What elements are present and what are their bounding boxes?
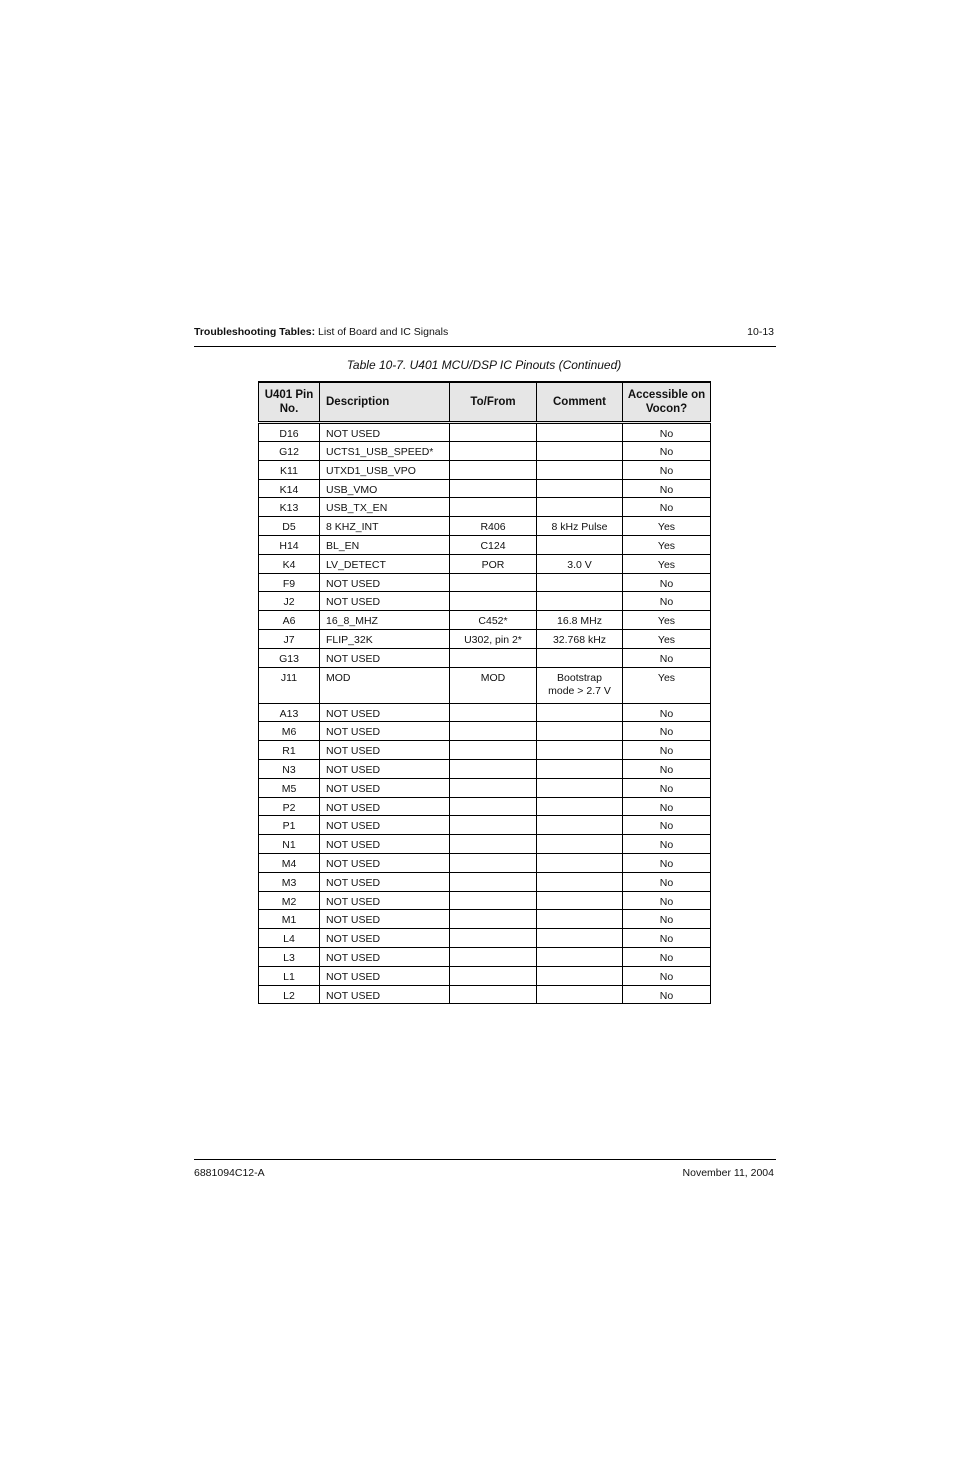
table-header-row xyxy=(259,382,711,423)
document-number: 6881094C12-A xyxy=(194,1167,265,1179)
comment-cell xyxy=(537,479,623,498)
accessible-cell: No xyxy=(623,816,711,835)
pin-cell: R1 xyxy=(259,741,320,760)
accessible-cell: No xyxy=(623,947,711,966)
pin-cell: F9 xyxy=(259,573,320,592)
to-from-cell xyxy=(450,741,537,760)
comment-cell: 3.0 V xyxy=(537,554,623,573)
to-from-cell: C452* xyxy=(450,611,537,630)
comment-cell xyxy=(537,910,623,929)
pin-cell: A13 xyxy=(259,703,320,722)
description-cell: UTXD1_USB_VPO xyxy=(320,460,450,479)
to-from-cell xyxy=(450,853,537,872)
pin-cell: J7 xyxy=(259,629,320,648)
table-row xyxy=(259,703,711,722)
pin-cell: K4 xyxy=(259,554,320,573)
to-from-cell: R406 xyxy=(450,517,537,536)
comment-cell xyxy=(537,460,623,479)
comment-cell xyxy=(537,853,623,872)
comment-cell xyxy=(537,423,623,442)
table-row xyxy=(259,629,711,648)
accessible-cell: No xyxy=(623,853,711,872)
table-caption: Table 10-7. U401 MCU/DSP IC Pinouts (Continued) xyxy=(346,358,622,372)
comment-cell xyxy=(537,498,623,517)
table-row xyxy=(259,592,711,611)
accessible-cell: No xyxy=(623,835,711,854)
accessible-cell: Yes xyxy=(623,629,711,648)
to-from-cell xyxy=(450,835,537,854)
to-from-cell xyxy=(450,891,537,910)
page-header xyxy=(194,325,776,339)
description-cell: NOT USED xyxy=(320,966,450,985)
accessible-cell: No xyxy=(623,966,711,985)
col-header-to-from: To/From xyxy=(450,382,537,423)
table-row xyxy=(259,573,711,592)
comment-cell xyxy=(537,759,623,778)
comment-cell xyxy=(537,442,623,461)
comment-cell xyxy=(537,966,623,985)
accessible-cell: Yes xyxy=(623,611,711,630)
pin-cell: J11 xyxy=(259,667,320,703)
to-from-cell: C124 xyxy=(450,535,537,554)
to-from-cell xyxy=(450,929,537,948)
table-row xyxy=(259,797,711,816)
to-from-cell xyxy=(450,816,537,835)
description-cell: NOT USED xyxy=(320,703,450,722)
pin-cell: K13 xyxy=(259,498,320,517)
table-row xyxy=(259,554,711,573)
pin-cell: M6 xyxy=(259,722,320,741)
description-cell: NOT USED xyxy=(320,872,450,891)
description-cell: FLIP_32K xyxy=(320,629,450,648)
accessible-cell: No xyxy=(623,759,711,778)
accessible-cell: No xyxy=(623,573,711,592)
table-row xyxy=(259,517,711,536)
accessible-cell: No xyxy=(623,703,711,722)
accessible-cell: No xyxy=(623,910,711,929)
to-from-cell xyxy=(450,460,537,479)
accessible-cell: No xyxy=(623,648,711,667)
to-from-cell xyxy=(450,442,537,461)
comment-cell xyxy=(537,648,623,667)
pin-cell: M2 xyxy=(259,891,320,910)
accessible-cell: Yes xyxy=(623,667,711,703)
table-row xyxy=(259,423,711,442)
comment-cell xyxy=(537,835,623,854)
accessible-cell: No xyxy=(623,460,711,479)
description-cell: NOT USED xyxy=(320,759,450,778)
to-from-cell xyxy=(450,423,537,442)
accessible-cell: No xyxy=(623,479,711,498)
accessible-cell: No xyxy=(623,872,711,891)
description-cell: 16_8_MHZ xyxy=(320,611,450,630)
pin-cell: L1 xyxy=(259,966,320,985)
to-from-cell xyxy=(450,985,537,1004)
to-from-cell xyxy=(450,703,537,722)
table-row xyxy=(259,966,711,985)
page-number: 10-13 xyxy=(747,326,774,338)
description-cell: NOT USED xyxy=(320,778,450,797)
description-cell: USB_VMO xyxy=(320,479,450,498)
accessible-cell: Yes xyxy=(623,517,711,536)
accessible-cell: No xyxy=(623,722,711,741)
comment-cell xyxy=(537,985,623,1004)
comment-cell: 8 kHz Pulse xyxy=(537,517,623,536)
description-cell: NOT USED xyxy=(320,929,450,948)
table-row xyxy=(259,759,711,778)
pin-cell: L4 xyxy=(259,929,320,948)
section-title-rest: List of Board and IC Signals xyxy=(315,326,449,338)
pin-cell: J2 xyxy=(259,592,320,611)
description-cell: USB_TX_EN xyxy=(320,498,450,517)
to-from-cell xyxy=(450,872,537,891)
to-from-cell: MOD xyxy=(450,667,537,703)
description-cell: NOT USED xyxy=(320,910,450,929)
table-row xyxy=(259,722,711,741)
col-header-description: Description xyxy=(320,382,450,423)
description-cell: NOT USED xyxy=(320,722,450,741)
description-cell: NOT USED xyxy=(320,741,450,760)
accessible-cell: No xyxy=(623,423,711,442)
to-from-cell: U302, pin 2* xyxy=(450,629,537,648)
table-row xyxy=(259,891,711,910)
pin-cell: M4 xyxy=(259,853,320,872)
pin-cell: L2 xyxy=(259,985,320,1004)
table-row xyxy=(259,611,711,630)
pinout-table xyxy=(258,381,711,1004)
to-from-cell xyxy=(450,910,537,929)
comment-cell: Bootstrap mode > 2.7 V xyxy=(537,667,623,703)
pin-cell: D16 xyxy=(259,423,320,442)
comment-cell xyxy=(537,929,623,948)
accessible-cell: No xyxy=(623,985,711,1004)
table-row xyxy=(259,947,711,966)
to-from-cell xyxy=(450,648,537,667)
section-title xyxy=(194,326,448,338)
comment-cell xyxy=(537,592,623,611)
pin-cell: K11 xyxy=(259,460,320,479)
comment-cell xyxy=(537,722,623,741)
table-row xyxy=(259,929,711,948)
to-from-cell xyxy=(450,759,537,778)
comment-cell xyxy=(537,573,623,592)
col-header-comment: Comment xyxy=(537,382,623,423)
description-cell: BL_EN xyxy=(320,535,450,554)
comment-cell xyxy=(537,703,623,722)
section-title-bold: Troubleshooting Tables: xyxy=(194,326,316,338)
table-row xyxy=(259,460,711,479)
pin-cell: G12 xyxy=(259,442,320,461)
to-from-cell xyxy=(450,498,537,517)
pin-cell: D5 xyxy=(259,517,320,536)
footer-rule xyxy=(194,1159,776,1160)
comment-cell xyxy=(537,872,623,891)
table-row xyxy=(259,835,711,854)
accessible-cell: No xyxy=(623,442,711,461)
table-row xyxy=(259,648,711,667)
description-cell: NOT USED xyxy=(320,573,450,592)
description-cell: MOD xyxy=(320,667,450,703)
table-row xyxy=(259,778,711,797)
comment-cell: 16.8 MHz xyxy=(537,611,623,630)
table-row xyxy=(259,498,711,517)
description-cell: NOT USED xyxy=(320,947,450,966)
col-header-pin: U401 Pin No. xyxy=(259,382,320,423)
description-cell: NOT USED xyxy=(320,592,450,611)
description-cell: NOT USED xyxy=(320,423,450,442)
table-row xyxy=(259,910,711,929)
comment-cell xyxy=(537,816,623,835)
description-cell: NOT USED xyxy=(320,835,450,854)
comment-cell xyxy=(537,535,623,554)
comment-cell: 32.768 kHz xyxy=(537,629,623,648)
description-cell: LV_DETECT xyxy=(320,554,450,573)
accessible-cell: No xyxy=(623,797,711,816)
table-row xyxy=(259,535,711,554)
to-from-cell xyxy=(450,479,537,498)
to-from-cell xyxy=(450,722,537,741)
to-from-cell xyxy=(450,573,537,592)
pin-cell: K14 xyxy=(259,479,320,498)
table-row xyxy=(259,985,711,1004)
pin-cell: H14 xyxy=(259,535,320,554)
accessible-cell: No xyxy=(623,498,711,517)
table-row xyxy=(259,853,711,872)
to-from-cell xyxy=(450,592,537,611)
description-cell: NOT USED xyxy=(320,891,450,910)
accessible-cell: No xyxy=(623,929,711,948)
table-row xyxy=(259,872,711,891)
pin-cell: M5 xyxy=(259,778,320,797)
pin-cell: G13 xyxy=(259,648,320,667)
to-from-cell: POR xyxy=(450,554,537,573)
pin-cell: P2 xyxy=(259,797,320,816)
pin-cell: M3 xyxy=(259,872,320,891)
comment-cell xyxy=(537,741,623,760)
description-cell: NOT USED xyxy=(320,648,450,667)
description-cell: NOT USED xyxy=(320,853,450,872)
to-from-cell xyxy=(450,966,537,985)
comment-cell xyxy=(537,797,623,816)
description-cell: 8 KHZ_INT xyxy=(320,517,450,536)
pin-cell: A6 xyxy=(259,611,320,630)
table-row xyxy=(259,816,711,835)
comment-cell xyxy=(537,778,623,797)
table-row xyxy=(259,667,711,703)
description-cell: NOT USED xyxy=(320,816,450,835)
to-from-cell xyxy=(450,778,537,797)
accessible-cell: Yes xyxy=(623,535,711,554)
to-from-cell xyxy=(450,797,537,816)
header-rule xyxy=(194,346,776,347)
table-row xyxy=(259,479,711,498)
accessible-cell: No xyxy=(623,778,711,797)
comment-cell xyxy=(537,891,623,910)
pin-cell: P1 xyxy=(259,816,320,835)
to-from-cell xyxy=(450,947,537,966)
accessible-cell: No xyxy=(623,891,711,910)
publication-date: November 11, 2004 xyxy=(682,1167,774,1179)
table-row xyxy=(259,442,711,461)
description-cell: UCTS1_USB_SPEED* xyxy=(320,442,450,461)
pin-cell: M1 xyxy=(259,910,320,929)
col-header-accessible: Accessible on Vocon? xyxy=(623,382,711,423)
description-cell: NOT USED xyxy=(320,797,450,816)
page-footer xyxy=(194,1166,776,1180)
table-row xyxy=(259,741,711,760)
description-cell: NOT USED xyxy=(320,985,450,1004)
pin-cell: N3 xyxy=(259,759,320,778)
accessible-cell: No xyxy=(623,741,711,760)
accessible-cell: No xyxy=(623,592,711,611)
pin-cell: N1 xyxy=(259,835,320,854)
accessible-cell: Yes xyxy=(623,554,711,573)
pin-cell: L3 xyxy=(259,947,320,966)
comment-cell xyxy=(537,947,623,966)
